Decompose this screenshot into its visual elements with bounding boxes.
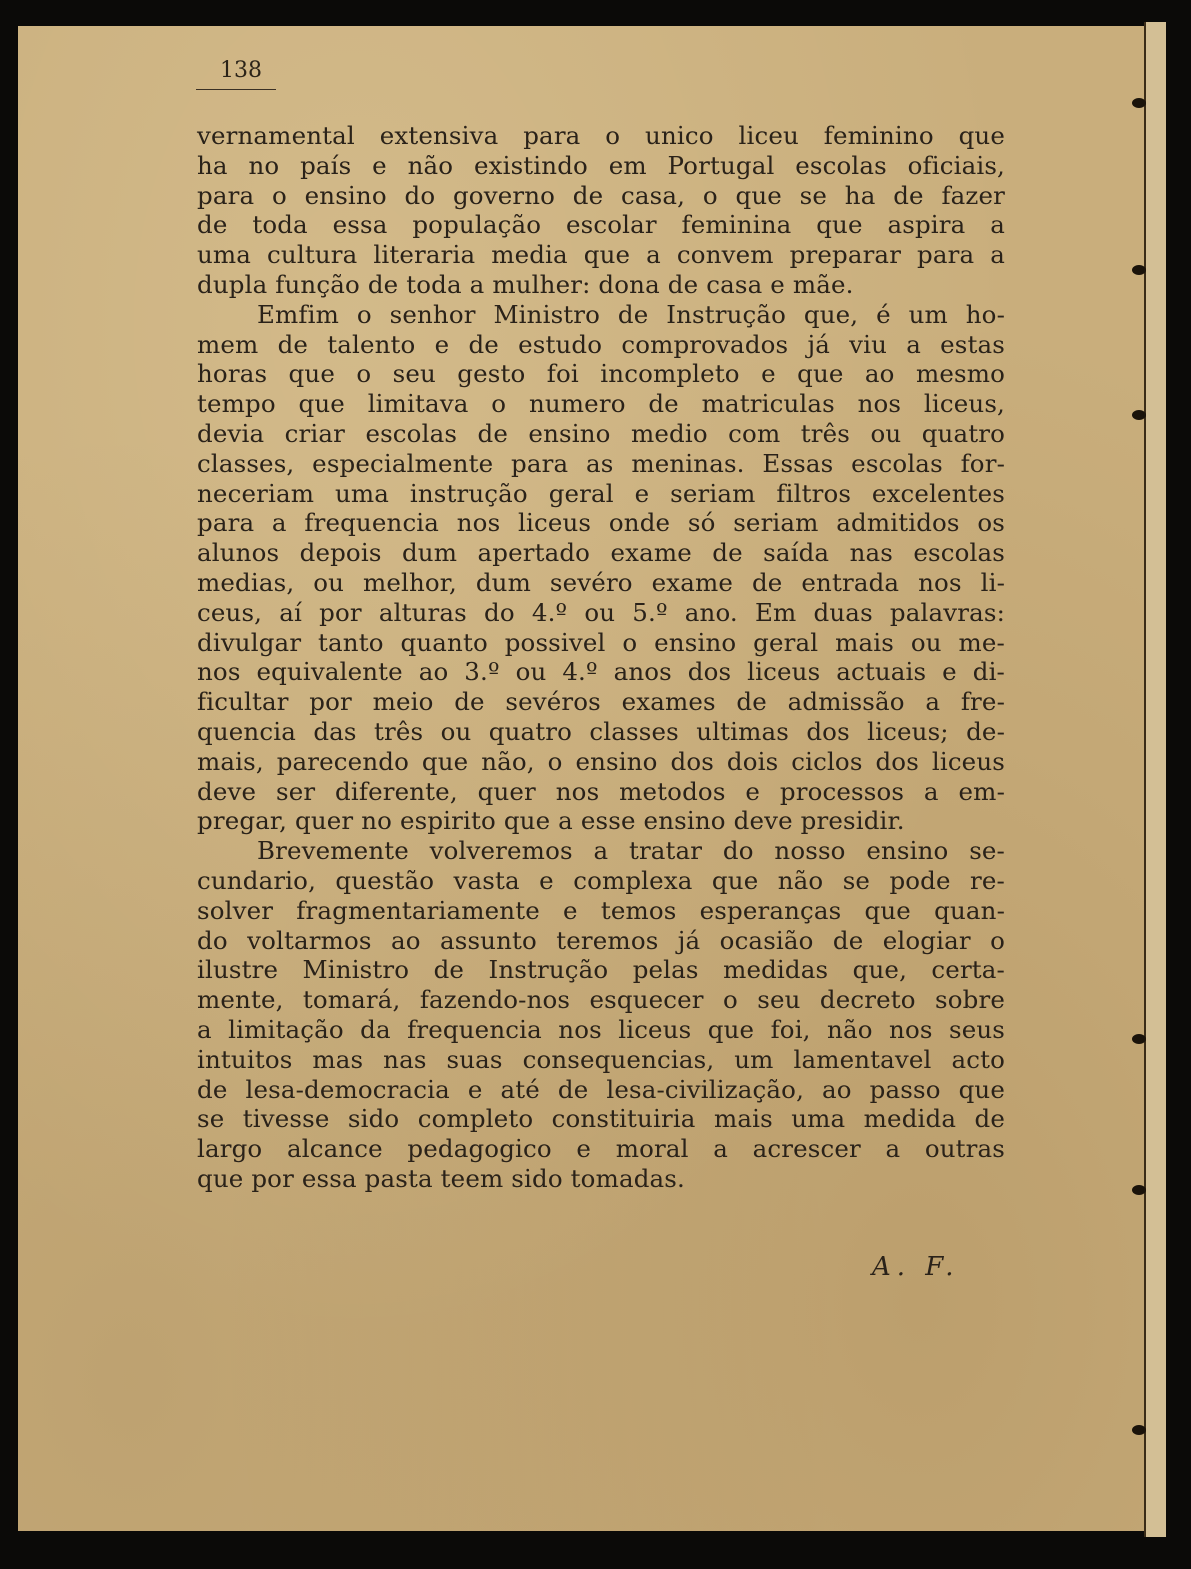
text-line: mente, tomará, fazendo-nos esquecer o seu decreto sobre — [197, 985, 1005, 1015]
text-line: de lesa-democracia e até de lesa-civilização, ao passo que — [197, 1074, 1005, 1104]
text-line: cundario, questão vasta e complexa que não se pode re- — [197, 865, 1005, 895]
text-line: quencia das três ou quatro classes ultimas dos liceus; de- — [197, 716, 1005, 746]
binding-hole — [1132, 1034, 1146, 1044]
binding-hole — [1132, 1185, 1146, 1195]
binding-hole — [1132, 1425, 1146, 1435]
text-line: neceriam uma instrução geral e seriam filtros excelentes — [197, 478, 1005, 508]
text-line: do voltarmos ao assunto teremos já ocasião de elogiar o — [197, 925, 1005, 955]
text-line: uma cultura literaria media que a convem preparar para a — [197, 240, 1005, 270]
binding-hole — [1132, 410, 1146, 420]
text-line: Emfim o senhor Ministro de Instrução que, é um ho- — [257, 299, 1005, 329]
page-number: 138 — [196, 58, 276, 90]
text-line: pregar, quer no espirito que a esse ensino deve presidir. — [197, 806, 905, 836]
text-line: que por essa pasta teem sido tomadas. — [197, 1163, 685, 1193]
text-line: alunos depois dum apertado exame de saída nas escolas — [197, 538, 1005, 568]
binding-edge — [1144, 22, 1166, 1537]
text-line: nos equivalente ao 3.º ou 4.º anos dos liceus actuais e di- — [197, 657, 1005, 687]
text-line: para a frequencia nos liceus onde só seriam admitidos os — [197, 508, 1005, 538]
text-line: solver fragmentariamente e temos esperanças que quan- — [197, 895, 1005, 925]
text-line: ha no país e não existindo em Portugal escolas oficiais, — [197, 150, 1005, 180]
text-line: Brevemente volveremos a tratar do nosso ensino se- — [257, 836, 1005, 866]
text-line: intuitos mas nas suas consequencias, um lamentavel acto — [197, 1044, 1005, 1074]
text-line: deve ser diferente, quer nos metodos e processos a em- — [197, 776, 1005, 806]
text-line: ceus, aí por alturas do 4.º ou 5.º ano. Em duas palavras: — [197, 597, 1005, 627]
text-line: se tivesse sido completo constituiria mais uma medida de — [197, 1104, 1005, 1134]
text-line: divulgar tanto quanto possivel o ensino geral mais ou me- — [197, 627, 1005, 657]
text-line: mais, parecendo que não, o ensino dos dois ciclos dos liceus — [197, 746, 1005, 776]
text-line: medias, ou melhor, dum sevéro exame de entrada nos li- — [197, 567, 1005, 597]
text-line: devia criar escolas de ensino medio com três ou quatro — [197, 418, 1005, 448]
text-line: dupla função de toda a mulher: dona de casa e mãe. — [197, 269, 854, 299]
text-line: vernamental extensiva para o unico liceu feminino que — [197, 121, 1005, 150]
text-line: para o ensino do governo de casa, o que se ha de fazer — [197, 180, 1005, 210]
text-line: de toda essa população escolar feminina que aspira a — [197, 210, 1005, 240]
text-line: ilustre Ministro de Instrução pelas medidas que, certa- — [197, 955, 1005, 985]
text-line: tempo que limitava o numero de matriculas nos liceus, — [197, 389, 1005, 419]
text-line: classes, especialmente para as meninas. Essas escolas for- — [197, 448, 1005, 478]
text-line: largo alcance pedagogico e moral a acrescer a outras — [197, 1134, 1005, 1164]
article-body — [197, 121, 1005, 1194]
text-line: ficultar por meio de sevéros exames de admissão a fre- — [197, 687, 1005, 717]
text-line: horas que o seu gesto foi incompleto e que ao mesmo — [197, 359, 1005, 389]
binding-hole — [1132, 98, 1146, 108]
text-line: a limitação da frequencia nos liceus que foi, não nos seus — [197, 1014, 1005, 1044]
binding-hole — [1132, 265, 1146, 275]
author-signature: A. F. — [872, 1252, 960, 1282]
text-line: mem de talento e de estudo comprovados já viu a estas — [197, 329, 1005, 359]
